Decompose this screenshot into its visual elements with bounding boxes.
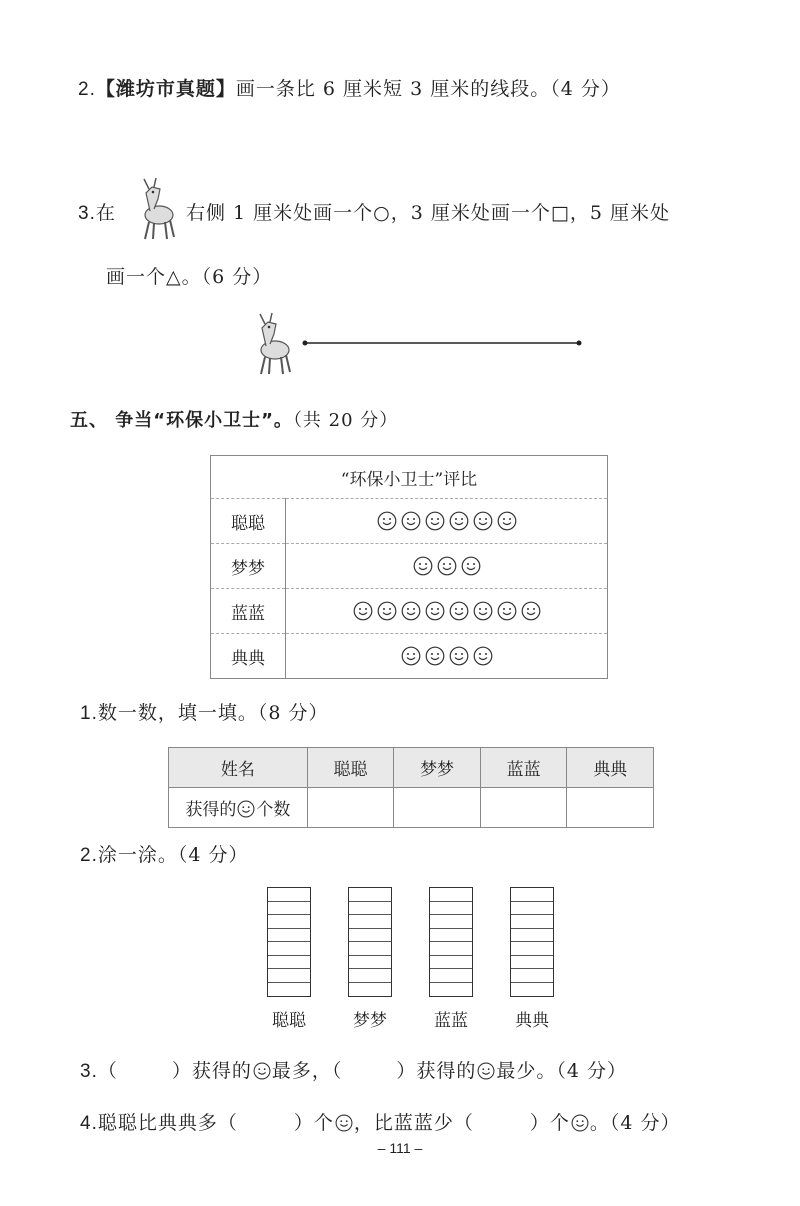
header-cell: 聪聪 bbox=[307, 748, 394, 788]
color-cell[interactable] bbox=[268, 902, 310, 916]
smiley-icon bbox=[401, 601, 421, 621]
smiley-icon bbox=[353, 601, 373, 621]
smiley-icon bbox=[237, 800, 255, 818]
answer-cell[interactable] bbox=[480, 788, 567, 828]
answer-cell[interactable] bbox=[394, 788, 481, 828]
row-label bbox=[169, 788, 308, 828]
smiley-icon bbox=[449, 646, 469, 666]
smiley-icon bbox=[571, 1114, 589, 1132]
bar-label: 蓝蓝 bbox=[434, 1011, 468, 1031]
smiley-icon bbox=[425, 646, 445, 666]
smiley-icon bbox=[461, 556, 481, 576]
rating-table bbox=[210, 455, 608, 679]
color-cell[interactable] bbox=[268, 969, 310, 983]
smiley-row bbox=[286, 634, 608, 679]
sub-question-1 bbox=[80, 698, 329, 725]
header-cell: 姓名 bbox=[169, 748, 308, 788]
color-cell[interactable] bbox=[349, 969, 391, 983]
color-cell[interactable] bbox=[430, 956, 472, 970]
color-cell[interactable] bbox=[511, 929, 553, 943]
color-cell[interactable] bbox=[349, 983, 391, 997]
smiley-icon bbox=[377, 511, 397, 531]
smiley-icon bbox=[521, 601, 541, 621]
question-number: 3. bbox=[80, 1061, 98, 1082]
color-bar[interactable] bbox=[510, 887, 554, 997]
section-title: 五、 争当“环保小卫士”。 bbox=[70, 410, 293, 431]
question-text: 最少。（4 分） bbox=[496, 1060, 628, 1082]
color-cell[interactable] bbox=[268, 983, 310, 997]
line-segment bbox=[300, 338, 584, 348]
row-label-post: 个数 bbox=[256, 800, 291, 820]
header-cell: 典典 bbox=[567, 748, 654, 788]
smiley-icon bbox=[253, 1062, 271, 1080]
color-cell[interactable] bbox=[268, 915, 310, 929]
color-cell[interactable] bbox=[511, 942, 553, 956]
color-cell[interactable] bbox=[430, 915, 472, 929]
color-bar[interactable] bbox=[429, 887, 473, 997]
color-cell[interactable] bbox=[349, 888, 391, 902]
smiley-icon bbox=[413, 556, 433, 576]
question-pre: 在 bbox=[95, 202, 116, 224]
color-cell[interactable] bbox=[268, 888, 310, 902]
color-cell[interactable] bbox=[511, 969, 553, 983]
question-3-text: 右侧 1 厘米处画一个○，3 厘米处画一个□，5 厘米处 bbox=[186, 202, 670, 224]
color-cell[interactable] bbox=[511, 888, 553, 902]
smiley-icon bbox=[425, 601, 445, 621]
question-text: 画一条比 6 厘米短 3 厘米的线段。（4 分） bbox=[235, 78, 621, 100]
question-text: 最多，（ bbox=[271, 1060, 343, 1082]
smiley-icon bbox=[477, 1062, 495, 1080]
section-5-heading bbox=[70, 406, 398, 432]
sub-question-2 bbox=[80, 840, 249, 867]
header-cell: 蓝蓝 bbox=[480, 748, 567, 788]
answer-cell[interactable] bbox=[567, 788, 654, 828]
paren-open: （ bbox=[97, 1060, 118, 1082]
color-cell[interactable] bbox=[511, 915, 553, 929]
sub-question-4 bbox=[80, 1108, 681, 1135]
smiley-icon bbox=[377, 601, 397, 621]
color-cell[interactable] bbox=[511, 983, 553, 997]
bar-label: 梦梦 bbox=[353, 1011, 387, 1031]
question-text: ，比蓝蓝少（ bbox=[353, 1112, 474, 1134]
color-cell[interactable] bbox=[430, 969, 472, 983]
question-number: 1. bbox=[80, 703, 98, 724]
color-bar[interactable] bbox=[267, 887, 311, 997]
smiley-row bbox=[286, 544, 608, 589]
question-number: 4. bbox=[80, 1113, 98, 1134]
page-number: – 111 – bbox=[377, 1140, 423, 1156]
question-text: 数一数，填一填。（8 分） bbox=[97, 702, 329, 724]
question-number: 3. bbox=[78, 203, 96, 224]
rating-name: 聪聪 bbox=[211, 499, 286, 544]
question-source: 【潍坊市真题】 bbox=[95, 78, 236, 100]
color-cell[interactable] bbox=[511, 902, 553, 916]
question-text: 涂一涂。（4 分） bbox=[97, 844, 249, 866]
color-cell[interactable] bbox=[430, 983, 472, 997]
sub-question-3 bbox=[80, 1056, 627, 1083]
smiley-icon bbox=[425, 511, 445, 531]
color-cell[interactable] bbox=[349, 915, 391, 929]
answer-cell[interactable] bbox=[307, 788, 394, 828]
question-text: ）个 bbox=[529, 1112, 570, 1134]
color-cell[interactable] bbox=[268, 929, 310, 943]
smiley-icon bbox=[401, 511, 421, 531]
question-score: 。（4 分） bbox=[589, 1112, 681, 1134]
question-text: ）获得的 bbox=[396, 1060, 477, 1082]
deer-icon bbox=[132, 175, 182, 243]
section-score: （共 20 分） bbox=[292, 410, 399, 431]
smiley-icon bbox=[473, 511, 493, 531]
smiley-icon bbox=[449, 601, 469, 621]
smiley-icon bbox=[473, 601, 493, 621]
color-cell[interactable] bbox=[349, 902, 391, 916]
color-cell[interactable] bbox=[268, 942, 310, 956]
row-label-pre: 获得的 bbox=[185, 800, 237, 820]
count-table bbox=[168, 747, 654, 828]
smiley-icon bbox=[437, 556, 457, 576]
question-number: 2. bbox=[80, 845, 98, 866]
color-cell[interactable] bbox=[268, 956, 310, 970]
bar-label: 典典 bbox=[515, 1011, 549, 1031]
smiley-icon bbox=[497, 511, 517, 531]
color-cell[interactable] bbox=[430, 888, 472, 902]
question-2 bbox=[78, 74, 621, 101]
question-3-line1 bbox=[78, 198, 116, 225]
color-cell[interactable] bbox=[349, 942, 391, 956]
color-cell[interactable] bbox=[430, 902, 472, 916]
question-text: ）获得的 bbox=[171, 1060, 252, 1082]
color-cell[interactable] bbox=[511, 956, 553, 970]
header-cell: 梦梦 bbox=[394, 748, 481, 788]
smiley-icon bbox=[473, 646, 493, 666]
question-text: 聪聪比典典多（ bbox=[97, 1112, 238, 1134]
smiley-icon bbox=[449, 511, 469, 531]
bar-label: 聪聪 bbox=[272, 1011, 306, 1031]
question-number: 2. bbox=[78, 79, 96, 100]
question-3-line2: 画一个△。（6 分） bbox=[106, 266, 273, 288]
color-cell[interactable] bbox=[430, 929, 472, 943]
smiley-row bbox=[286, 499, 608, 544]
color-cell[interactable] bbox=[430, 942, 472, 956]
smiley-icon bbox=[497, 601, 517, 621]
deer-icon bbox=[248, 310, 298, 378]
rating-name: 典典 bbox=[211, 634, 286, 679]
smiley-icon bbox=[401, 646, 421, 666]
question-text: ）个 bbox=[293, 1112, 334, 1134]
rating-name: 梦梦 bbox=[211, 544, 286, 589]
smiley-icon bbox=[335, 1114, 353, 1132]
smiley-row bbox=[286, 589, 608, 634]
rating-table-title: “环保小卫士”评比 bbox=[340, 469, 478, 490]
color-cell[interactable] bbox=[349, 929, 391, 943]
rating-name: 蓝蓝 bbox=[211, 589, 286, 634]
color-bar[interactable] bbox=[348, 887, 392, 997]
color-cell[interactable] bbox=[349, 956, 391, 970]
